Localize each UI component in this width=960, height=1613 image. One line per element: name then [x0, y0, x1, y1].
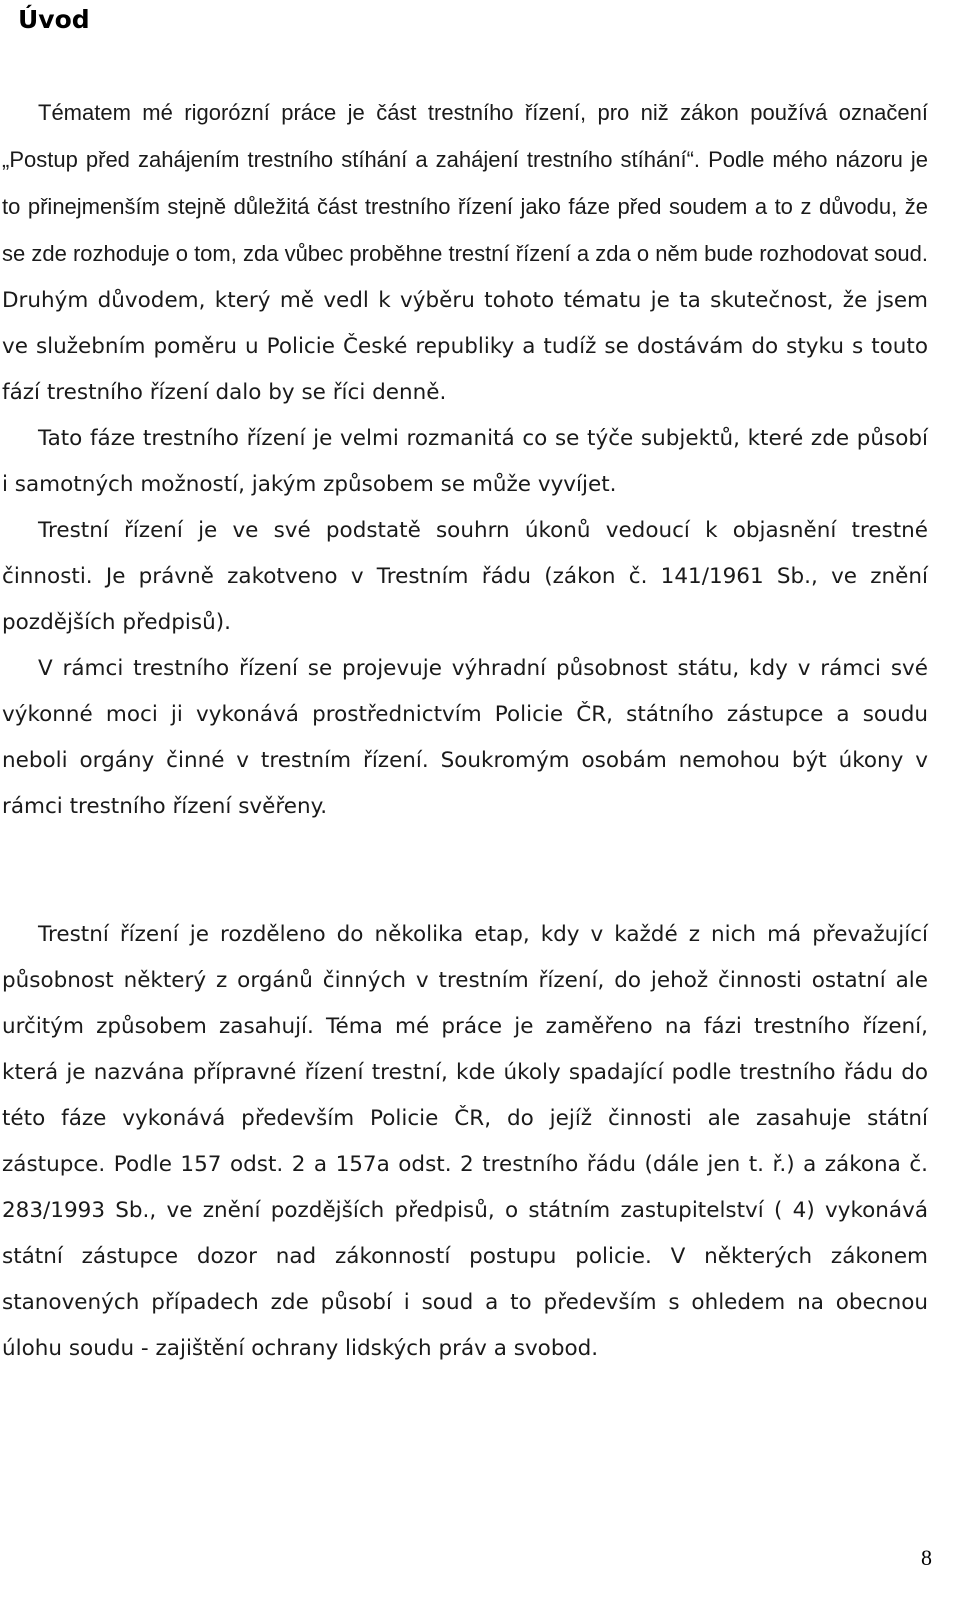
paragraph-1-lead: Tématem mé rigorózní práce je část trestního řízení, pro niž zákon používá označení „Postup před zahájením trestního stíhání a zahájení trestního stíhání“. Podle mého názoru je to přinejmenším stejně důležitá část trestního řízení jako fáze před soudem a to z důvodu, že se zde rozhoduje o tom, zda vůbec proběhne trestní řízení a zda o něm bude rozhodovat soud. [2, 100, 928, 266]
paragraph-1 [2, 90, 928, 416]
page-number: 8 [921, 1545, 932, 1570]
paragraph-5: Trestní řízení je rozděleno do několika etap, kdy v každé z nich má převažující působnost některý z orgánů činných v trestním řízení, do jehož činnosti ostatní ale určitým způsobem zasahují. Téma mé práce je zaměřeno na fázi trestního řízení, která je nazvána přípravné řízení trestní, kde úkoly spadající podle trestního řádu do této fáze vykonává především Policie ČR, do jejíž činnosti ale zasahuje státní zástupce. Podle 157 odst. 2 a 157a odst. 2 trestního řádu (dále jen t. ř.) a zákona č. 283/1993 Sb., ve znění pozdějších předpisů, o státním zastupitelství ( 4) vykonává státní zástupce dozor nad zákonností postupu policie. V některých zákonem stanovených případech zde působí i soud a to především s ohledem na obecnou úlohu soudu - zajištění ochrany lidských práv a svobod. [2, 922, 928, 1361]
paragraph-4: V rámci trestního řízení se projevuje výhradní působnost státu, kdy v rámci své výkonné moci ji vykonává prostřednictvím Policie ČR, státního zástupce a soudu neboli orgány činné v trestním řízení. Soukromým osobám nemohou být úkony v rámci trestního řízení svěřeny. [2, 656, 928, 819]
paragraph-3: Trestní řízení je ve své podstatě souhrn úkonů vedoucí k objasnění trestné činnosti. Je právně zakotveno v Trestním řádu (zákon č. 141/1961 Sb., ve znění pozdějších předpisů). [2, 518, 928, 635]
text-block-stages [2, 912, 928, 1372]
paragraph-1-rest: Druhým důvodem, který mě vedl k výběru tohoto tématu je ta skutečnost, že jsem ve služebním poměru u Policie České republiky a tudíž se dostávám do styku s touto fází trestního řízení dalo by se říci denně. [2, 288, 928, 405]
text-block-intro [2, 90, 928, 830]
paragraph-2: Tato fáze trestního řízení je velmi rozmanitá co se týče subjektů, které zde působí i samotných možností, jakým způsobem se může vyvíjet. [2, 426, 928, 497]
page-title: Úvod [18, 5, 90, 34]
